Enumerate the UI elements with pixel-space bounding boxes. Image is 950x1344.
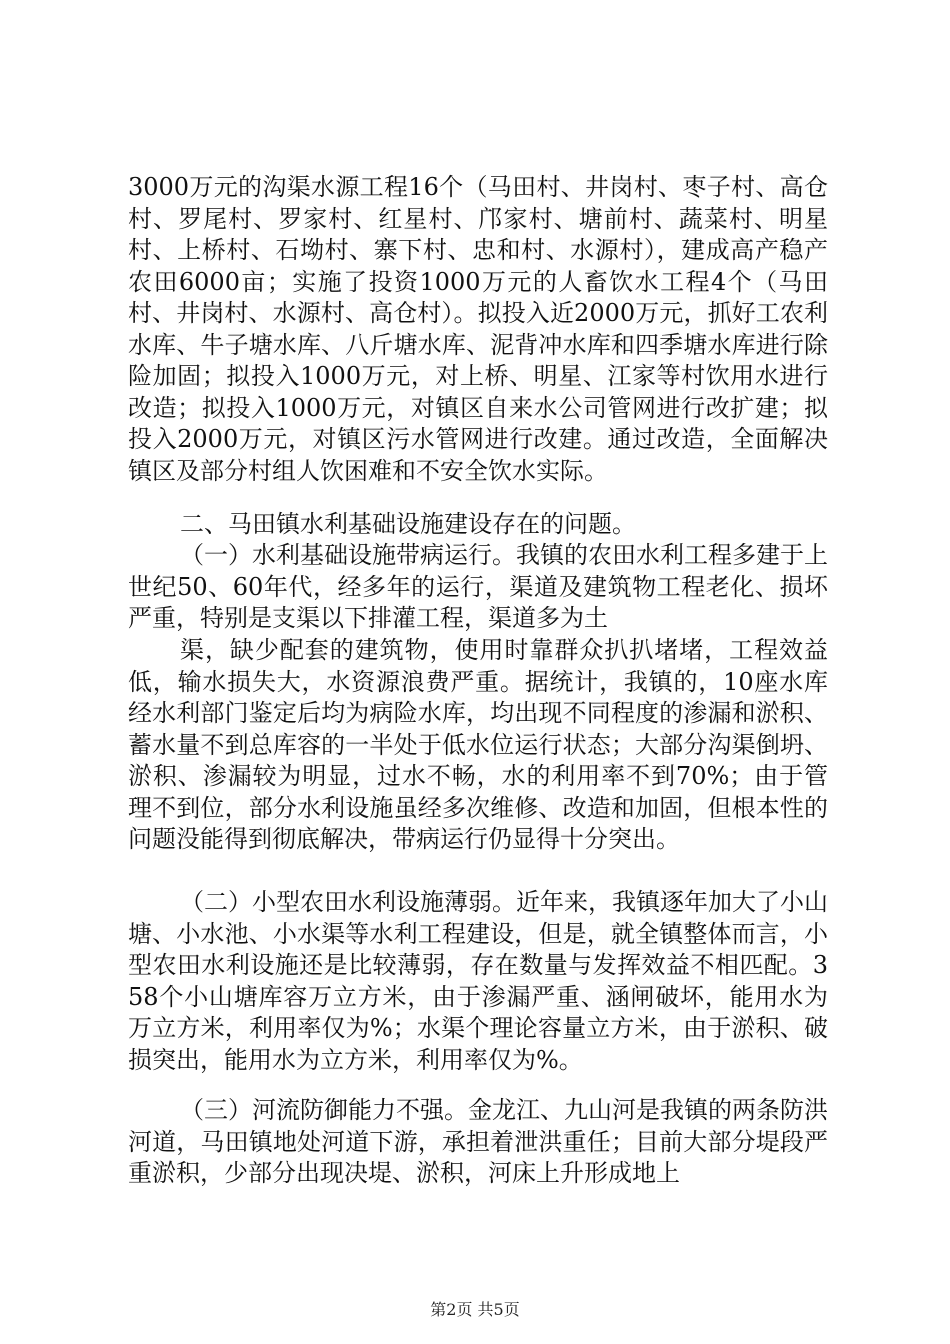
section-heading: 二、马田镇水利基础设施建设存在的问题。	[180, 510, 636, 538]
paragraph-block-1	[128, 172, 828, 487]
paragraph-block-6	[128, 1095, 828, 1190]
paragraph-5: （二）小型农田水利设施薄弱。近年来，我镇逐年加大了小山塘、小水池、小水渠等水利工程建设，但是，就全镇整体而言，小型农田水利设施还是比较薄弱，存在数量与发挥效益不相匹配。358个小山塘库容万立方米，由于渗漏严重、涵闸破坏，能用水为万立方米，利用率仅为%；水渠个理论容量立方米，由于淤积、破损突出，能用水为立方米，利用率仅为%。	[128, 888, 828, 1074]
paragraph-6: （三）河流防御能力不强。金龙江、九山河是我镇的两条防洪河道，马田镇地处河道下游，承担着泄洪重任；目前大部分堤段严重淤积，少部分出现决堤、淤积，河床上升形成地上	[128, 1096, 828, 1187]
page-number-label: 第2页 共5页	[430, 1300, 520, 1319]
page-footer	[0, 1297, 950, 1320]
paragraph-block-4	[128, 635, 828, 856]
paragraph-3: （一）水利基础设施带病运行。我镇的农田水利工程多建于上世纪50、60年代，经多年的运行，渠道及建筑物工程老化、损坏严重，特别是支渠以下排灌工程，渠道多为土	[128, 541, 828, 632]
paragraph-block-3	[128, 540, 828, 635]
paragraph-block-5	[128, 887, 828, 1076]
paragraph-block-2	[128, 509, 828, 541]
paragraph-4: 渠，缺少配套的建筑物，使用时靠群众扒扒堵堵，工程效益低，输水损失大，水资源浪费严重。据统计，我镇的，10座水库经水利部门鉴定后均为病险水库，均出现不同程度的渗漏和淤积、蓄水量不到总库容的一半处于低水位运行状态；大部分沟渠倒坍、淤积、渗漏较为明显，过水不畅，水的利用率不到70%；由于管理不到位，部分水利设施虽经多次维修、改造和加固，但根本性的问题没能得到彻底解决，带病运行仍显得十分突出。	[128, 636, 828, 853]
paragraph-1: 3000万元的沟渠水源工程16个（马田村、井岗村、枣子村、高仓村、罗尾村、罗家村、红星村、邝家村、塘前村、蔬菜村、明星村、上桥村、石坳村、寨下村、忠和村、水源村），建成高产稳产农田6000亩；实施了投资1000万元的人畜饮水工程4个（马田村、井岗村、水源村、高仓村）。拟投入近2000万元，抓好工农利水库、牛子塘水库、八斤塘水库、泥背冲水库和四季塘水库进行除险加固；拟投入1000万元，对上桥、明星、江家等村饮用水进行改造；拟投入1000万元，对镇区自来水公司管网进行改扩建；拟投入2000万元，对镇区污水管网进行改建。通过改造，全面解决镇区及部分村组人饮困难和不安全饮水实际。	[128, 173, 828, 485]
